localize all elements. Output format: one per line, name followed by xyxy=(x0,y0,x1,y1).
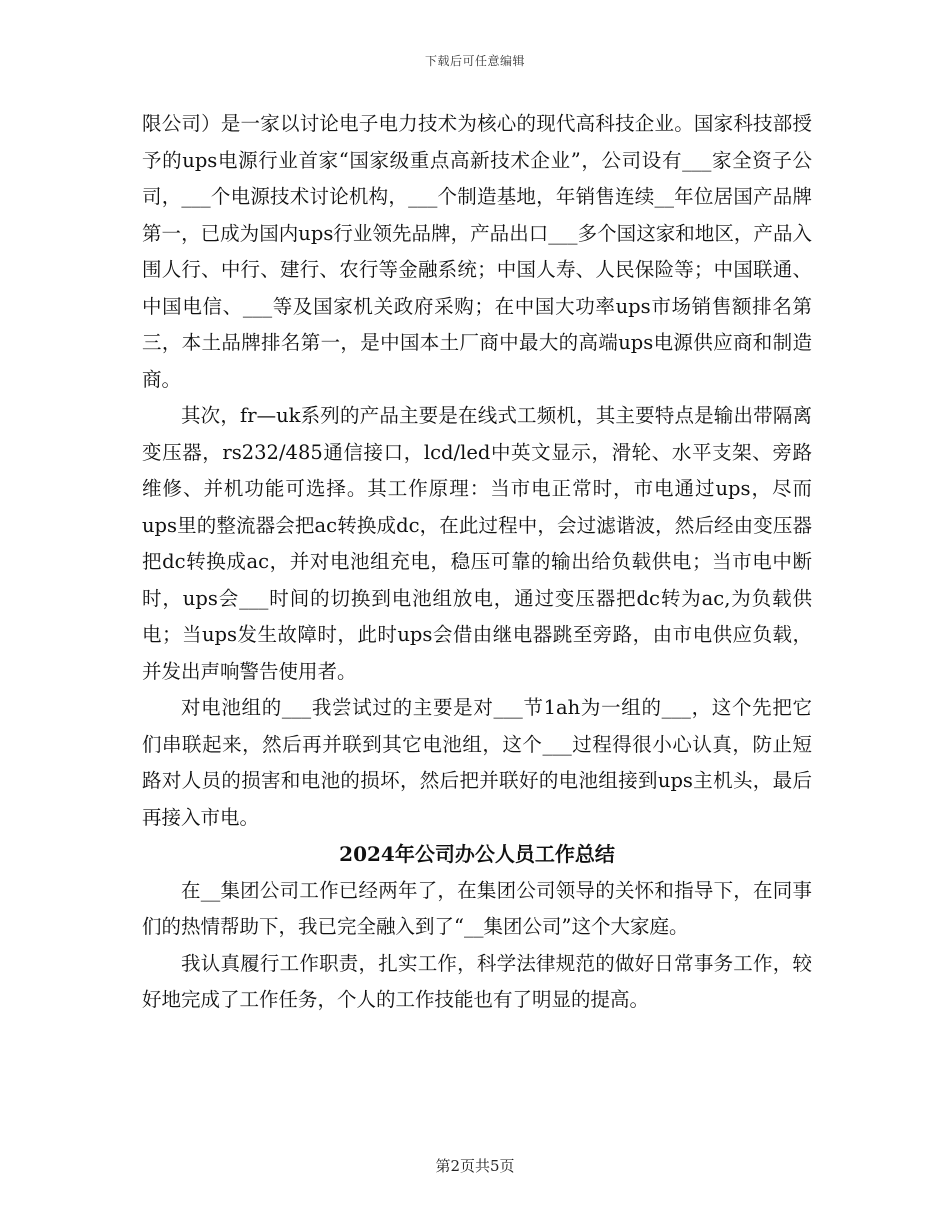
paragraph-work-duties: 我认真履行工作职责，扎实工作，科学法律规范的做好日常事务工作，较好地完成了工作任务，个人的工作技能也有了明显的提高。 xyxy=(142,951,812,1011)
paragraph-work-intro: 在__集团公司工作已经两年了，在集团公司领导的关怀和指导下，在同事们的热情帮助下，我已完全融入到了“__集团公司”这个大家庭。 xyxy=(142,878,812,938)
document-body xyxy=(142,106,812,1019)
paragraph-product-features: 其次，fr—uk系列的产品主要是在线式工频机，其主要特点是输出带隔离变压器，rs232/485通信接口，lcd/led中英文显示，滑轮、水平支架、旁路维修、并机功能可选择。其工作原理：当市电正常时，市电通过ups，尽而ups里的整流器会把ac转换成dc，在此过程中，会过滤谐波，然后经由变压器把dc转换成ac，并对电池组充电，稳压可靠的输出给负载供电；当市电中断时，ups会___时间的切换到电池组放电，通过变压器把dc转为ac,为负载供电；当ups发生故障时，此时ups会借由继电器跳至旁路，由市电供应负载，并发出声响警告使用者。 xyxy=(142,404,812,683)
paragraph-battery-setup: 对电池组的___我尝试过的主要是对___节1ah为一组的___，这个先把它们串联起来，然后再并联到其它电池组，这个___过程得很小心认真，防止短路对人员的损害和电池的损坏，然后把并联好的电池组接到ups主机头，最后再接入市电。 xyxy=(142,696,812,829)
page-number: 第2页共5页 xyxy=(435,1157,515,1175)
paragraph-company-intro: 限公司）是一家以讨论电子电力技术为核心的现代高科技企业。国家科技部授予的ups电源行业首家“国家级重点高新技术企业”，公司设有___家全资子公司，___个电源技术讨论机构，___个制造基地，年销售连续__年位居国产品牌第一，已成为国内ups行业领先品牌，产品出口___多个国这家和地区，产品入围人行、中行、建行、农行等金融系统；中国人寿、人民保险等；中国联通、中国电信、___等及国家机关政府采购；在中国大功率ups市场销售额排名第三，本土品牌排名第一，是中国本土厂商中最大的高端ups电源供应商和制造商。 xyxy=(142,112,812,391)
page-header-note: 下载后可任意编辑 xyxy=(424,54,525,68)
section-heading: 2024年公司办公人员工作总结 xyxy=(339,842,615,866)
